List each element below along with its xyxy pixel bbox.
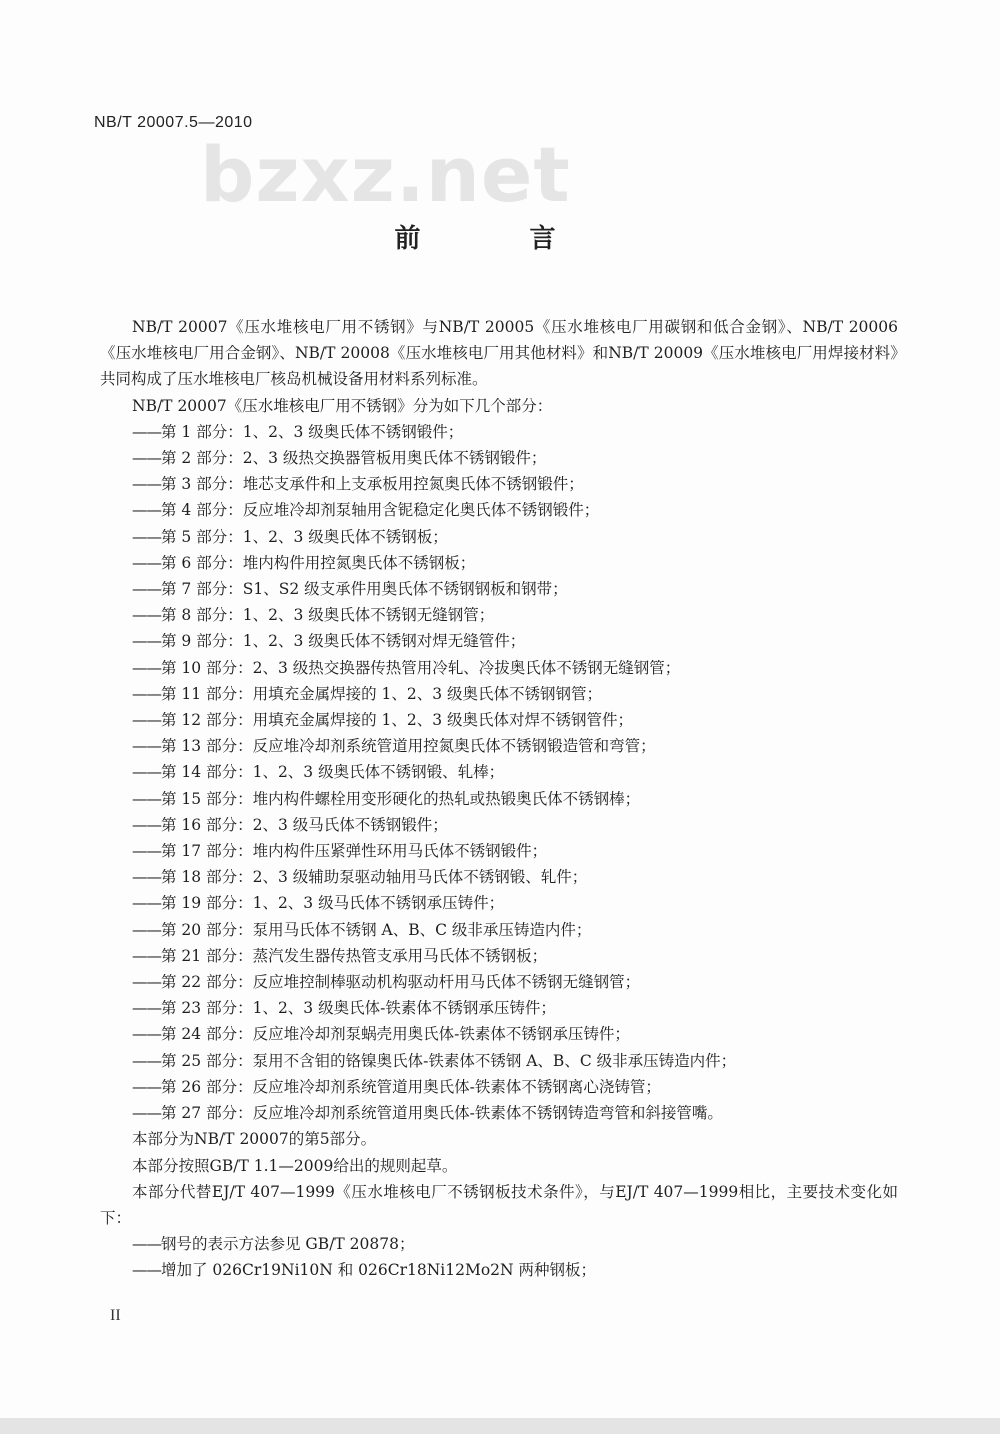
- part-item: [100, 1048, 898, 1074]
- dash-marker: ——: [132, 999, 161, 1018]
- part-item-text: 第 6 部分：堆内构件用控氮奥氏体不锈钢板；: [161, 553, 476, 572]
- part-item: [100, 864, 898, 890]
- closing-paragraph-2: 本部分按照GB/T 1.1—2009给出的规则起草。: [132, 1156, 458, 1175]
- parts-list: [100, 419, 898, 1126]
- dash-marker: ——: [132, 475, 161, 494]
- part-item-text: 第 26 部分：反应堆冷却剂系统管道用奥氏体-铁素体不锈钢离心浇铸管；: [161, 1077, 661, 1096]
- dash-marker: ——: [132, 527, 161, 546]
- closing-paragraph-1: 本部分为NB/T 20007的第5部分。: [132, 1130, 377, 1149]
- dash-marker: ——: [132, 553, 161, 572]
- dash-marker: ——: [132, 815, 161, 834]
- dash-marker: ——: [132, 658, 161, 677]
- part-item-text: 第 18 部分：2、3 级辅助泵驱动轴用马氏体不锈钢锻、轧件；: [161, 868, 588, 887]
- dash-marker: ——: [132, 842, 161, 861]
- part-item: [100, 628, 898, 654]
- part-item-text: 第 20 部分：泵用马氏体不锈钢 A、B、C 级非承压铸造内件；: [161, 920, 592, 939]
- part-item-text: 第 3 部分：堆芯支承件和上支承板用控氮奥氏体不锈钢锻件；: [161, 475, 584, 494]
- dash-marker: ——: [132, 606, 161, 625]
- changes-list: [100, 1231, 898, 1283]
- intro-paragraph: NB/T 20007《压水堆核电厂用不锈钢》与NB/T 20005《压水堆核电厂用碳钢和低合金钢》、NB/T 20006《压水堆核电厂用合金钢》、NB/T 20008《压水堆核电厂用其他材料》和NB/T 20009《压水堆核电厂用焊接材料》共同构成了压水堆核电厂核岛机械设备用材料系列标准。: [100, 318, 898, 389]
- part-item: [100, 655, 898, 681]
- change-item-text: 增加了 026Cr19Ni10N 和 026Cr18Ni12Mo2N 两种钢板；: [161, 1261, 597, 1280]
- dash-marker: ——: [132, 868, 161, 887]
- dash-marker: ——: [132, 789, 161, 808]
- part-item-text: 第 4 部分：反应堆冷却剂泵轴用含铌稳定化奥氏体不锈钢锻件；: [161, 501, 600, 520]
- part-item: [100, 838, 898, 864]
- part-item-text: 第 9 部分：1、2、3 级奥氏体不锈钢对焊无缝管件；: [161, 632, 526, 651]
- dash-marker: ——: [132, 632, 161, 651]
- dash-marker: ——: [132, 684, 161, 703]
- part-item-text: 第 13 部分：反应堆冷却剂系统管道用控氮奥氏体不锈钢锻造管和弯管；: [161, 737, 656, 756]
- change-item: [100, 1257, 898, 1283]
- part-item: [100, 917, 898, 943]
- bottom-bar: [0, 1418, 1000, 1434]
- part-item: [100, 995, 898, 1021]
- part-item: [100, 1074, 898, 1100]
- part-item: [100, 497, 898, 523]
- part-item-text: 第 10 部分：2、3 级热交换器传热管用冷轧、冷拔奥氏体不锈钢无缝钢管；: [161, 658, 681, 677]
- part-item: [100, 524, 898, 550]
- watermark: bzxz.net: [200, 130, 571, 219]
- dash-marker: ——: [132, 711, 161, 730]
- part-item-text: 第 1 部分：1、2、3 级奥氏体不锈钢锻件；: [161, 422, 464, 441]
- part-item: [100, 890, 898, 916]
- part-item-text: 第 23 部分：1、2、3 级奥氏体-铁素体不锈钢承压铸件；: [161, 999, 556, 1018]
- part-item: [100, 602, 898, 628]
- dash-marker: ——: [132, 1051, 161, 1070]
- part-item: [100, 969, 898, 995]
- part-item-text: 第 11 部分：用填充金属焊接的 1、2、3 级奥氏体不锈钢钢管；: [161, 684, 603, 703]
- dash-marker: ——: [132, 946, 161, 965]
- part-item-text: 第 5 部分：1、2、3 级奥氏体不锈钢板；: [161, 527, 448, 546]
- dash-marker: ——: [132, 894, 161, 913]
- part-item: [100, 550, 898, 576]
- dash-marker: ——: [132, 1104, 161, 1123]
- dash-marker: ——: [132, 449, 161, 468]
- part-item-text: 第 15 部分：堆内构件螺栓用变形硬化的热轧或热锻奥氏体不锈钢棒；: [161, 789, 641, 808]
- dash-marker: ——: [132, 1025, 161, 1044]
- part-item-text: 第 16 部分：2、3 级马氏体不锈钢锻件；: [161, 815, 448, 834]
- dash-marker: ——: [132, 737, 161, 756]
- parts-intro-paragraph: NB/T 20007《压水堆核电厂用不锈钢》分为如下几个部分：: [132, 396, 553, 415]
- dash-marker: ——: [132, 1077, 161, 1096]
- part-item-text: 第 14 部分：1、2、3 级奥氏体不锈钢锻、轧棒；: [161, 763, 505, 782]
- dash-marker: ——: [132, 422, 161, 441]
- part-item: [100, 681, 898, 707]
- part-item-text: 第 19 部分：1、2、3 级马氏体不锈钢承压铸件；: [161, 894, 505, 913]
- part-item-text: 第 25 部分：泵用不含钼的铬镍奥氏体-铁素体不锈钢 A、B、C 级非承压铸造内件；: [161, 1051, 737, 1070]
- dash-marker: ——: [132, 763, 161, 782]
- part-item: [100, 812, 898, 838]
- part-item-text: 第 12 部分：用填充金属焊接的 1、2、3 级奥氏体对焊不锈钢管件；: [161, 711, 634, 730]
- part-item-text: 第 17 部分：堆内构件压紧弹性环用马氏体不锈钢锻件；: [161, 842, 548, 861]
- part-item: [100, 759, 898, 785]
- document-body: [100, 314, 898, 1284]
- part-item-text: 第 27 部分：反应堆冷却剂系统管道用奥氏体-铁素体不锈钢铸造弯管和斜接管嘴。: [161, 1104, 723, 1123]
- change-item-text: 钢号的表示方法参见 GB/T 20878；: [161, 1235, 415, 1254]
- change-item: [100, 1231, 898, 1257]
- part-item-text: 第 22 部分：反应堆控制棒驱动机构驱动杆用马氏体不锈钢无缝钢管；: [161, 973, 641, 992]
- part-item-text: 第 8 部分：1、2、3 级奥氏体不锈钢无缝钢管；: [161, 606, 495, 625]
- part-item-text: 第 21 部分：蒸汽发生器传热管支承用马氏体不锈钢板；: [161, 946, 548, 965]
- part-item: [100, 445, 898, 471]
- page-title: 前 言: [394, 224, 606, 254]
- dash-marker: ——: [132, 973, 161, 992]
- dash-marker: ——: [132, 580, 161, 599]
- part-item-text: 第 7 部分：S1、S2 级支承件用奥氏体不锈钢钢板和钢带；: [161, 580, 568, 599]
- part-item: [100, 707, 898, 733]
- part-item-text: 第 2 部分：2、3 级热交换器管板用奥氏体不锈钢锻件；: [161, 449, 547, 468]
- part-item: [100, 419, 898, 445]
- closing-paragraph-3: 本部分代替EJ/T 407—1999《压水堆核电厂不锈钢板技术条件》，与EJ/T 407—1999相比，主要技术变化如下：: [100, 1182, 898, 1227]
- dash-marker: ——: [132, 920, 161, 939]
- part-item: [100, 1021, 898, 1047]
- dash-marker: ——: [132, 501, 161, 520]
- dash-marker: ——: [132, 1235, 161, 1254]
- part-item: [100, 786, 898, 812]
- part-item: [100, 943, 898, 969]
- part-item: [100, 733, 898, 759]
- part-item: [100, 471, 898, 497]
- part-item: [100, 576, 898, 602]
- dash-marker: ——: [132, 1261, 161, 1280]
- page-number: II: [110, 1307, 121, 1324]
- standard-code: NB/T 20007.5—2010: [94, 114, 253, 131]
- part-item-text: 第 24 部分：反应堆冷却剂泵蜗壳用奥氏体-铁素体不锈钢承压铸件；: [161, 1025, 630, 1044]
- part-item: [100, 1100, 898, 1126]
